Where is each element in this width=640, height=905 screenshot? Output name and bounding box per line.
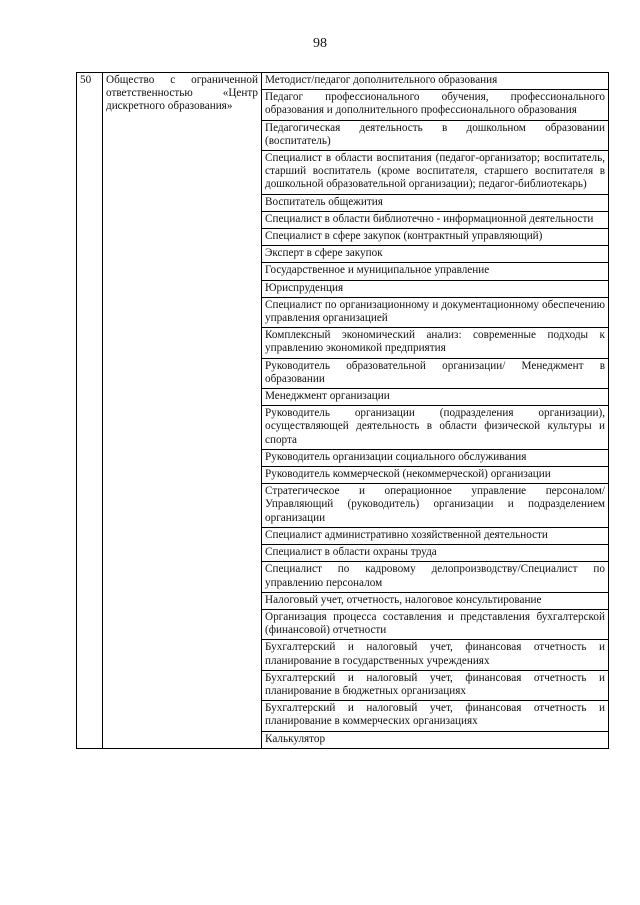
program-cell: Руководитель организации социального обслуживания (262, 449, 609, 466)
program-cell: Педагог профессионального обучения, профессионального образования и дополнительного профессионального образования (262, 90, 609, 120)
program-cell: Менеджмент организации (262, 389, 609, 406)
program-cell: Специалист административно хозяйственной деятельности (262, 527, 609, 544)
program-cell: Специалист по организационному и документационному обеспечению управления организацией (262, 297, 609, 327)
program-cell: Эксперт в сфере закупок (262, 246, 609, 263)
page-number: 98 (313, 36, 327, 51)
program-cell: Специалист в области охраны труда (262, 545, 609, 562)
row-number-cell: 50 (77, 73, 103, 749)
program-cell: Специалист в области библиотечно - информационной деятельности (262, 211, 609, 228)
program-cell: Стратегическое и операционное управление персоналом/Управляющий (руководитель) организации и подразделением организации (262, 484, 609, 528)
program-cell: Калькулятор (262, 731, 609, 748)
program-cell: Педагогическая деятельность в дошкольном образовании (воспитатель) (262, 120, 609, 150)
program-cell: Руководитель организации (подразделения организации), осуществляющей деятельность в области физической культуры и спорта (262, 406, 609, 450)
program-cell: Руководитель образовательной организации/ Менеджмент в образовании (262, 358, 609, 388)
program-cell: Руководитель коммерческой (некоммерческой) организации (262, 467, 609, 484)
program-cell: Бухгалтерский и налоговый учет, финансовая отчетность и планирование в коммерческих организациях (262, 701, 609, 731)
program-cell: Специалист в сфере закупок (контрактный управляющий) (262, 229, 609, 246)
program-cell: Налоговый учет, отчетность, налоговое консультирование (262, 592, 609, 609)
program-cell: Государственное и муниципальное управление (262, 263, 609, 280)
program-cell: Комплексный экономический анализ: современные подходы к управлению экономикой предприятия (262, 328, 609, 358)
organization-name-cell: Общество с ограниченной ответственностью «Центр дискретного образования» (103, 73, 262, 749)
program-cell: Методист/педагог дополнительного образования (262, 73, 609, 90)
program-cell: Бухгалтерский и налоговый учет, финансовая отчетность и планирование в бюджетных организациях (262, 670, 609, 700)
program-cell: Бухгалтерский и налоговый учет, финансовая отчетность и планирование в государственных учреждениях (262, 640, 609, 670)
program-cell: Воспитатель общежития (262, 194, 609, 211)
program-cell: Специалист в области воспитания (педагог-организатор; воспитатель, старший воспитатель (кроме воспитателя, старшего воспитателя в дошкольной образовательной организации); педагог-библиотекарь) (262, 151, 609, 195)
program-cell: Юриспруденция (262, 280, 609, 297)
programs-table (76, 72, 609, 749)
table-row (77, 73, 609, 90)
program-cell: Специалист по кадровому делопроизводству/Специалист по управлению персоналом (262, 562, 609, 592)
program-cell: Организация процесса составления и представления бухгалтерской (финансовой) отчетности (262, 609, 609, 639)
